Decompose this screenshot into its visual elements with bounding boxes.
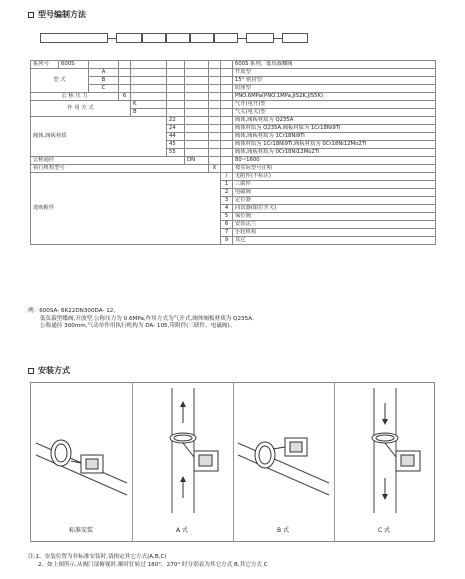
example-line: 低负载型蝶阀,开放型,公称压力为 0.6MPa,作用方式为气开式,阀体阀板材质为 Q235A,: [40, 315, 254, 322]
dn-code: DN: [185, 157, 209, 165]
accessory-desc: 保位阀: [233, 213, 436, 221]
code-dash: [108, 38, 116, 39]
model-spec-table: [30, 60, 436, 245]
install-caption: A 式: [175, 527, 188, 534]
table-row: [31, 165, 436, 173]
install-section-title: [28, 365, 70, 376]
table-row: [31, 101, 436, 109]
actuator-label: 执行机构型号: [31, 165, 209, 173]
action-label: 作 用 方 式: [31, 101, 131, 117]
install-section-title-text: 安装方式: [38, 366, 70, 375]
material-desc: 阀体材质为 Q235A,阀板材质为 1Cr18Ni9Ti: [233, 125, 436, 133]
table-row: [31, 61, 436, 69]
accessory-desc: 电磁阀: [233, 189, 436, 197]
pressure-label: 公 称 压 力: [31, 93, 119, 101]
code-box-material: [190, 33, 214, 43]
install-diagram-panel: [30, 382, 435, 542]
table-row: [31, 85, 436, 93]
table-row: [31, 173, 436, 181]
code-dash: [238, 38, 246, 39]
table-row: [31, 77, 436, 85]
type-label: 型 式: [31, 69, 89, 93]
pressure-desc: PNO.6MPa(PNO.1MPa,JIS2K,JIS5K): [233, 93, 436, 101]
type-desc: 15° 密封型: [233, 77, 436, 85]
code-box-dn: [214, 33, 238, 43]
accessory-desc: 其它: [233, 237, 436, 245]
square-bullet-icon: [28, 12, 34, 18]
type-code: B: [89, 77, 119, 85]
dn-desc: 80~1600: [233, 157, 436, 165]
accessory-desc: 无附件(不标注): [233, 173, 436, 181]
actuator-code: X: [209, 165, 221, 173]
table-row: [31, 157, 436, 165]
code-box-series: [40, 33, 108, 43]
accessory-desc: 三联件: [233, 181, 436, 189]
install-a-drawing: [132, 383, 233, 523]
action-desc: 气关(电关)型: [233, 109, 436, 117]
standard-install-drawing: [31, 383, 132, 523]
accessory-code: /: [221, 173, 233, 181]
type-code: A: [89, 69, 119, 77]
series-desc: 600S 系列，低负载蝶阀: [233, 61, 436, 69]
accessory-code: 1: [221, 181, 233, 189]
material-code: 24: [167, 125, 185, 133]
notes-block: [28, 553, 448, 569]
series-label: 系列号: [31, 61, 59, 69]
pressure-code: 6: [119, 93, 131, 101]
material-code: 55: [167, 149, 185, 157]
model-section-title: [28, 9, 86, 20]
install-caption: B 式: [276, 527, 290, 534]
accessory-code: 6: [221, 221, 233, 229]
table-row: [31, 69, 436, 77]
install-b-drawing: [233, 383, 334, 523]
example-line: 例：600SA- 6K22DN300DA- 12，: [28, 308, 119, 314]
material-desc: 阀体,阀板材质为 1Cr18Ni9Ti: [233, 133, 436, 141]
accessory-code: 9: [221, 237, 233, 245]
material-code: 45: [167, 141, 185, 149]
accessory-code: 5: [221, 213, 233, 221]
note-line: 2、如上图所示,从阀门部俯视时,顺时针转过 180°、270° 时分别表为其它方式 B,其它方式 C: [38, 562, 268, 569]
action-code: B: [131, 109, 167, 117]
accessory-label: 选购附件: [31, 173, 221, 245]
material-desc: 阀体,阀板材质为 Q235A: [233, 117, 436, 125]
type-desc: 开放型: [233, 69, 436, 77]
type-code: C: [89, 85, 119, 93]
series-code: 600S: [59, 61, 89, 69]
accessory-code: 7: [221, 229, 233, 237]
accessory-desc: 回讯器(限位开关): [233, 205, 436, 213]
install-caption: 标准安装: [68, 527, 93, 534]
accessory-code: 2: [221, 189, 233, 197]
install-caption: C 式: [377, 527, 391, 534]
square-bullet-icon: [28, 368, 34, 374]
material-desc: 阀体,阀板材质为 0Cr18Ni12Mo2Ti: [233, 149, 436, 157]
action-desc: 气开(电开)型: [233, 101, 436, 109]
accessory-desc: 手轮机构: [233, 229, 436, 237]
code-box-actuator: [246, 33, 274, 43]
material-label: 阀体,阀板材质: [31, 117, 167, 157]
accessory-desc: 安装法兰: [233, 221, 436, 229]
code-box-type: [116, 33, 142, 43]
code-box-pressure: [142, 33, 166, 43]
install-c-drawing: [334, 383, 435, 523]
example-block: [28, 308, 438, 331]
accessory-code: 3: [221, 197, 233, 205]
material-code: 22: [167, 117, 185, 125]
model-section-title-text: 型号编制方法: [38, 10, 86, 19]
table-row: [31, 117, 436, 125]
actuator-desc: 按实际型号注明: [233, 165, 436, 173]
note-line: 注:1、安装位置为非标准安装时,请指定其它方式(A,B,C): [28, 554, 167, 560]
code-dash: [274, 38, 282, 39]
dn-label: 公称通径: [31, 157, 185, 165]
material-desc: 阀体材质为 1Cr18Ni9Ti,阀板材质为 0Cr18Ni12Mo2Ti: [233, 141, 436, 149]
accessory-desc: 定位器: [233, 197, 436, 205]
action-code: K: [131, 101, 167, 109]
table-row: [31, 93, 436, 101]
accessory-code: 4: [221, 205, 233, 213]
code-box-action: [166, 33, 190, 43]
code-box-accessory: [282, 33, 308, 43]
example-line: 公称通径 300mm,气动单作用执行机构为 DA- 105,带附件(三联件、电磁阀)。: [40, 323, 236, 330]
type-desc: 防座型: [233, 85, 436, 93]
material-code: 44: [167, 133, 185, 141]
